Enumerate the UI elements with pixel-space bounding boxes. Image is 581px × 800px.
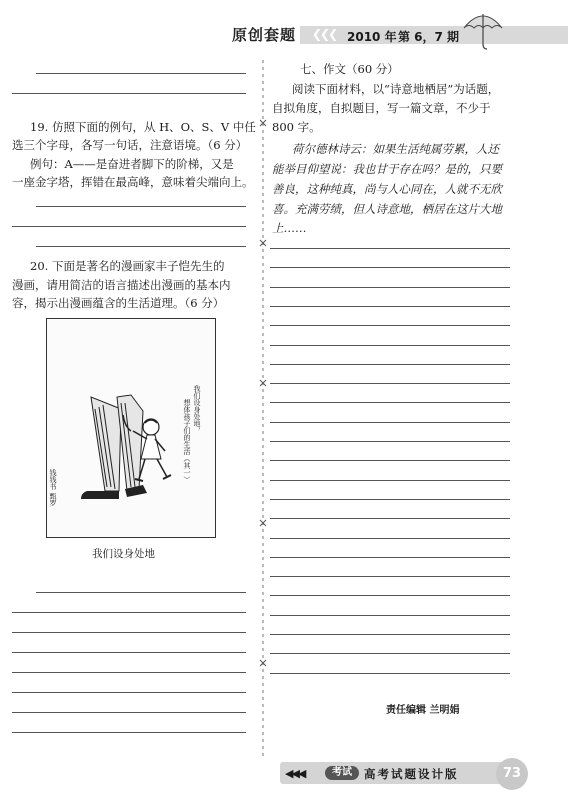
essay-writing-line[interactable] (270, 576, 510, 577)
essay-writing-line[interactable] (270, 673, 510, 674)
comic-speech-col2: 想体孩子们的生活（其一） (183, 399, 191, 483)
quote-line1: 荷尔德林诗云：如果生活纯属劳累，人还 (292, 142, 499, 156)
answer-line[interactable] (12, 692, 246, 693)
essay-writing-line[interactable] (270, 557, 510, 558)
q19-line1: 19. 仿照下面的例句，从 H、O、S、V 中任 (30, 120, 256, 134)
answer-line[interactable] (12, 672, 246, 673)
q20-line3: 容，揭示出漫画蕴含的生活道理。（6 分） (12, 296, 225, 310)
page-number: 73 (496, 758, 528, 790)
essay-writing-line[interactable] (270, 306, 510, 307)
comic-signature: 钱钱书 甄罗 (49, 469, 57, 507)
comic-speech-col1: 我们设身处地， (193, 385, 201, 434)
essay-writing-line[interactable] (270, 441, 510, 442)
essay-writing-line[interactable] (270, 653, 510, 654)
q20-line1: 20. 下面是著名的漫画家丰子恺先生的 (30, 259, 225, 273)
essay-writing-line[interactable] (270, 345, 510, 346)
essay-writing-line[interactable] (270, 422, 510, 423)
header-year: 2010 年 (347, 30, 397, 44)
quote-line2: 能举目仰望说：我也甘于存在吗？是的，只要 (272, 162, 502, 176)
answer-line[interactable] (36, 206, 246, 207)
essay-prompt-line3: 800 字。 (272, 120, 321, 134)
answer-line[interactable] (12, 632, 246, 633)
essay-writing-line[interactable] (270, 499, 510, 500)
answer-line[interactable] (36, 246, 246, 247)
answer-line[interactable] (12, 226, 246, 227)
quote-line5: 上…… (272, 221, 307, 235)
header-issue: 第 6，7 期 (398, 30, 460, 44)
quote-line4: 喜。充满劳绩，但人诗意地，栖居在这片大地 (272, 202, 502, 216)
essay-writing-line[interactable] (270, 480, 510, 481)
essay-prompt-line1: 阅读下面材料，以“诗意地栖居”为话题， (292, 82, 500, 96)
header-logo: 原创套题 (232, 26, 297, 44)
answer-line[interactable] (12, 652, 246, 653)
footer-title: 高考试题设计版 (364, 767, 459, 781)
answer-line[interactable] (36, 73, 246, 74)
footer-exam-tag: 考试 (325, 766, 359, 780)
comic-drawing (47, 319, 215, 537)
essay-writing-line[interactable] (270, 287, 510, 288)
essay-writing-line[interactable] (270, 402, 510, 403)
q19-line2: 选三个字母，各写一句话，注意语境。（6 分） (12, 138, 248, 152)
essay-writing-line[interactable] (270, 364, 510, 365)
footer-arrows-icon: ◀◀◀ (285, 767, 305, 780)
essay-writing-line[interactable] (270, 615, 510, 616)
answer-line[interactable] (12, 612, 246, 613)
essay-writing-line[interactable] (270, 325, 510, 326)
comic-caption: 我们设身处地 (92, 548, 155, 560)
q19-line3: 例句：A——是奋进者脚下的阶梯，又是 (30, 157, 234, 171)
editor-credit: 责任编辑 兰明娟 (386, 705, 460, 716)
essay-heading: 七、作文（60 分） (300, 62, 399, 76)
essay-writing-line[interactable] (270, 248, 510, 249)
essay-writing-line[interactable] (270, 383, 510, 384)
q20-line2: 漫画，请用简洁的语言描述出漫画的基本内 (12, 278, 231, 292)
umbrella-icon (460, 6, 506, 52)
essay-writing-line[interactable] (270, 538, 510, 539)
answer-line[interactable] (12, 732, 246, 733)
header-arrows-icon: ❮❮❮ (312, 27, 337, 41)
answer-line[interactable] (36, 592, 246, 593)
quote-line3: 善良，这种纯真，尚与人心同在，人就不无欣 (272, 182, 502, 196)
answer-line[interactable] (12, 93, 246, 94)
answer-line[interactable] (12, 712, 246, 713)
comic-illustration (46, 318, 216, 538)
essay-writing-line[interactable] (270, 267, 510, 268)
essay-writing-line[interactable] (270, 460, 510, 461)
q19-line4: 一座金字塔，挥错在最高峰，意味着尖端向上。 (12, 175, 254, 189)
essay-writing-line[interactable] (270, 634, 510, 635)
essay-writing-line[interactable] (270, 518, 510, 519)
essay-writing-line[interactable] (270, 595, 510, 596)
essay-prompt-line2: 自拟角度，自拟题目，写一篇文章，不少于 (272, 101, 491, 115)
center-divider (258, 60, 268, 760)
